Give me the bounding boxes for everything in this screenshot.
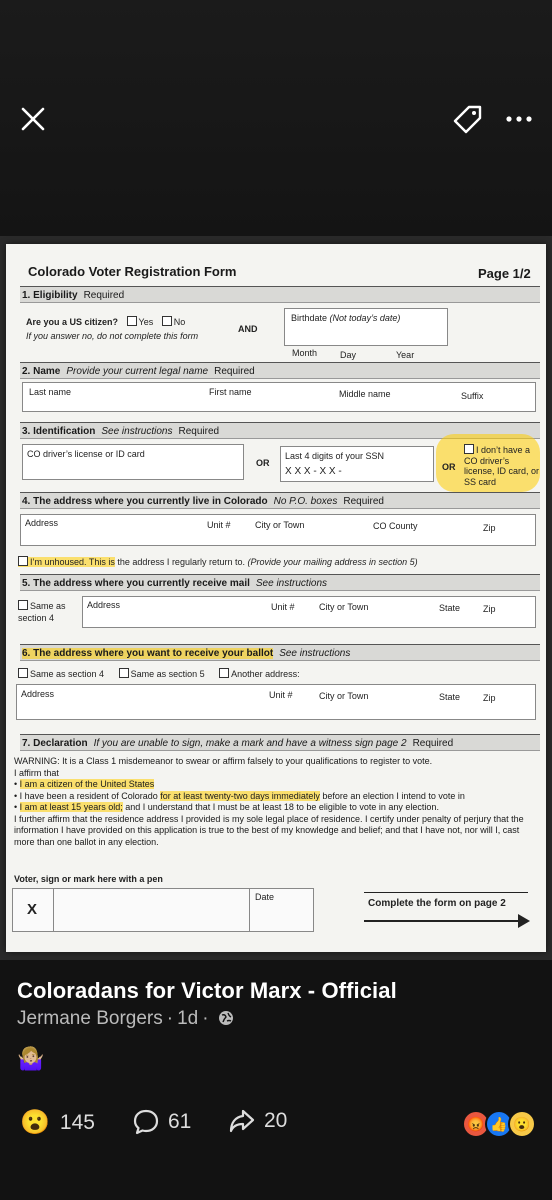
viewer-topbar: [0, 0, 552, 240]
name-fields[interactable]: Last name First name Middle name Suffix: [22, 382, 536, 412]
more-options-icon[interactable]: [500, 100, 538, 138]
reactions-count[interactable]: 😮 145: [20, 1109, 95, 1136]
ssn-field[interactable]: Last 4 digits of your SSN X X X - X X -: [280, 446, 434, 482]
section-7-header: 7. Declaration If you are unable to sign, make a mark and have a witness sign page 2 Required: [20, 734, 540, 751]
globe-icon: [218, 1010, 234, 1026]
and-label: AND: [238, 324, 258, 334]
month-label: Month: [292, 348, 318, 358]
comment-icon: [132, 1108, 160, 1136]
same-as-section-4-checkbox[interactable]: Same as section 4: [18, 601, 66, 623]
complete-page-2-label: Complete the form on page 2: [368, 898, 506, 909]
section-3-header: 3. Identification See instructions Required: [20, 422, 540, 439]
another-address-option[interactable]: Another address:: [219, 669, 300, 679]
day-label: Day: [340, 350, 357, 360]
declaration-text: WARNING: It is a Class 1 misdemeanor to swear or affirm falsely to your qualifications to register to vote. I affirm that • I am a citizen of the United States • I have been a resident of Colorado for at least twenty-two days immediately before an election I intend to vote in • I am at least 15 years old; and I understand that I must be at least 18 to be eligible to vote in any election. I further affirm that the residence address I provided is my sole legal place of residence. I certify under penalty of perjury that the information I have provided on this application is true to the best of my knowledge and belief; and that I have not, nor will I, cast more than one ballot in any election.: [14, 756, 524, 847]
post-meta: Jermane Borgers · 1d ·: [17, 1008, 234, 1030]
section-2-header: 2. Name Provide your current legal name Required: [20, 362, 540, 379]
section-1-header: 1. Eligibility Required: [20, 286, 540, 303]
shrug-emoji: 🤷🏼‍♀️: [17, 1046, 45, 1071]
citizen-note: If you answer no, do not complete this form: [26, 331, 199, 341]
author-name[interactable]: Jermane Borgers: [17, 1008, 163, 1029]
like-reaction-icon: 👍: [485, 1110, 513, 1138]
mailing-address-fields[interactable]: Address Unit # City or Town State Zip: [82, 596, 536, 628]
post-title[interactable]: Coloradans for Victor Marx - Official: [17, 978, 397, 1003]
no-checkbox[interactable]: [162, 316, 172, 326]
reaction-icons[interactable]: [467, 1110, 536, 1138]
unhoused-checkbox-label[interactable]: I’m unhoused. This is the address I regularly return to. (Provide your mailing address in section 5): [18, 556, 418, 567]
same-as-4-option[interactable]: Same as section 4: [18, 669, 104, 679]
close-icon[interactable]: [14, 100, 52, 138]
form-page-number: Page 1/2: [478, 266, 531, 281]
arrow-top-line: [364, 892, 528, 893]
voter-registration-form: [6, 244, 546, 952]
tag-icon[interactable]: [448, 100, 488, 140]
or-label-2: OR: [442, 462, 456, 472]
share-icon: [228, 1108, 256, 1134]
post-time: 1d: [177, 1008, 199, 1029]
angry-reaction-icon: 😡: [462, 1110, 490, 1138]
sign-instruction: Voter, sign or mark here with a pen: [14, 874, 163, 884]
citizen-question: Are you a US citizen? Yes No: [26, 317, 186, 327]
signature-field[interactable]: X Date: [12, 888, 314, 932]
no-id-checkbox-label[interactable]: I don’t have a CO driver’s license, ID card, or SS card: [464, 445, 540, 487]
or-label-1: OR: [256, 458, 270, 468]
yes-checkbox[interactable]: [127, 316, 137, 326]
post-photo[interactable]: [0, 236, 552, 960]
license-field[interactable]: CO driver’s license or ID card: [22, 444, 244, 480]
ballot-address-fields[interactable]: Address Unit # City or Town State Zip: [16, 684, 536, 720]
arrow-right-icon: [518, 914, 530, 928]
same-as-5-option[interactable]: Same as section 5: [119, 669, 205, 679]
section-6-header: 6. The address where you want to receive your ballot See instructions: [20, 644, 540, 661]
wow-reaction-icon: 😮: [20, 1109, 50, 1136]
birthdate-field[interactable]: Birthdate (Not today’s date): [284, 308, 448, 346]
wow-reaction-icon-small: 😮: [508, 1110, 536, 1138]
section-4-header: 4. The address where you currently live in Colorado No P.O. boxes Required: [20, 492, 540, 509]
ballot-address-options: [18, 668, 300, 679]
form-title: Colorado Voter Registration Form: [28, 264, 237, 279]
shares-count[interactable]: 20: [228, 1108, 287, 1134]
section-5-header: 5. The address where you currently receive mail See instructions: [20, 574, 540, 591]
year-label: Year: [396, 350, 415, 360]
residence-address-fields[interactable]: Address Unit # City or Town CO County Zip: [20, 514, 536, 546]
arrow-line: [364, 920, 522, 922]
comments-count[interactable]: 61: [132, 1108, 191, 1136]
